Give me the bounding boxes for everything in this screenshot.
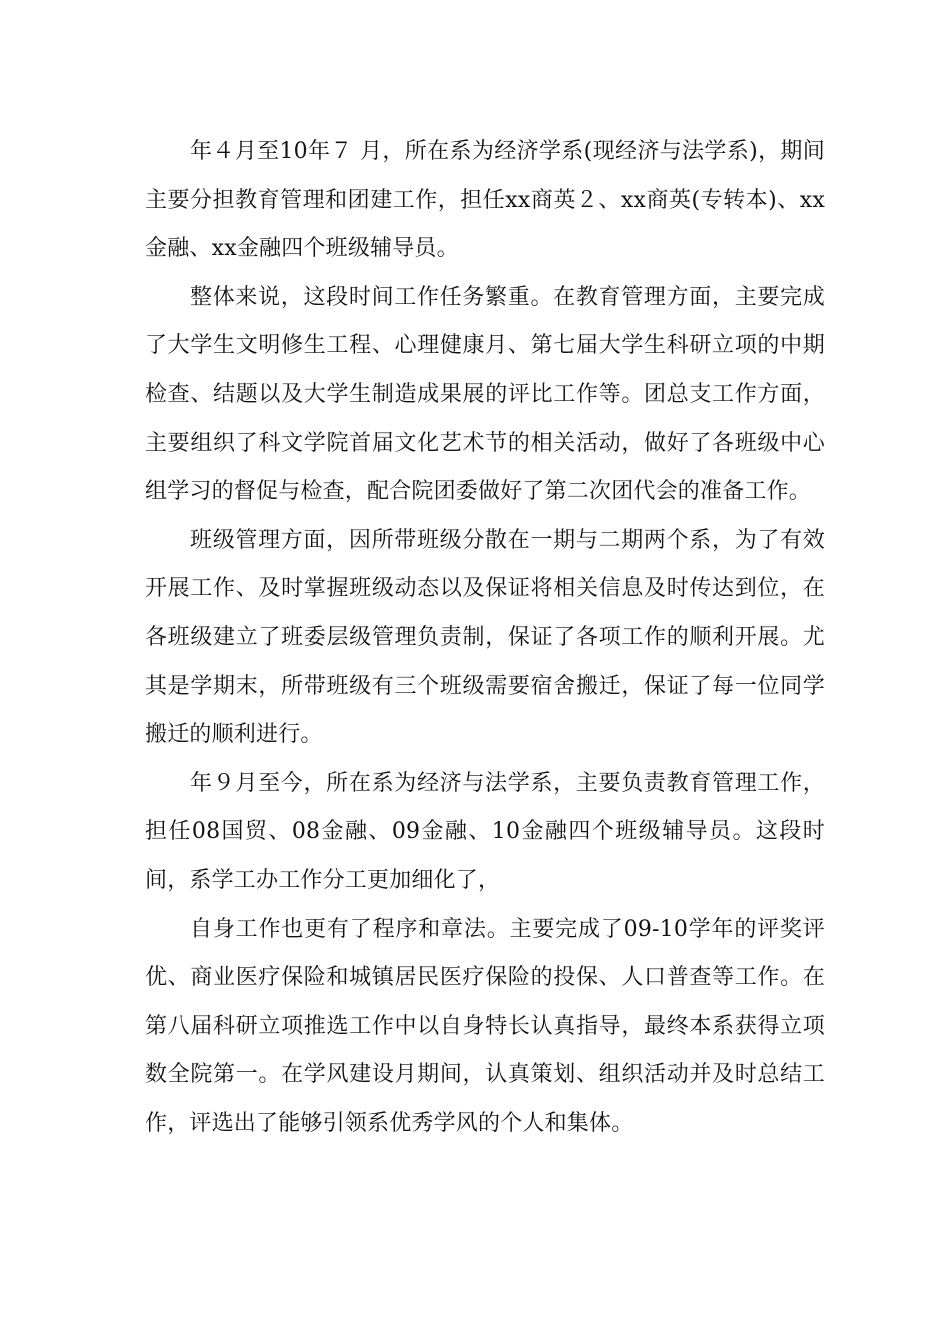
paragraph-1: 年４月至10年７ 月，所在系为经济学系(现经济与法学系)，期间主要分担教育管理和团建工作，担任xx商英２、xx商英(专转本)、xx金融、xx金融四个班级辅导员。 [145, 139, 825, 262]
paragraph-4: 年９月至今，所在系为经济与法学系，主要负责教育管理工作，担任08国贸、08金融、09金融、10金融四个班级辅导员。这段时间，系学工办工作分工更加细化了， [145, 770, 825, 893]
paragraph-2: 整体来说，这段时间工作任务繁重。在教育管理方面，主要完成了大学生文明修生工程、心理健康月、第七届大学生科研立项的中期检查、结题以及大学生制造成果展的评比工作等。团总支工作方面，主要组织了科文学院首届文化艺术节的相关活动，做好了各班级中心组学习的督促与检查，配合院团委做好了第二次团代会的准备工作。 [145, 284, 825, 505]
paragraph-3: 班级管理方面，因所带班级分散在一期与二期两个系，为了有效开展工作、及时掌握班级动态以及保证将相关信息及时传达到位，在各班级建立了班委层级管理负责制，保证了各项工作的顺利开展。尤其是学期末，所带班级有三个班级需要宿舍搬迁，保证了每一位同学搬迁的顺利进行。 [145, 527, 825, 748]
document-body [145, 128, 825, 1148]
paragraph-5: 自身工作也更有了程序和章法。主要完成了09-10学年的评奖评优、商业医疗保险和城镇居民医疗保险的投保、人口普查等工作。在第八届科研立项推选工作中以自身特长认真指导，最终本系获得立项数全院第一。在学风建设月期间，认真策划、组织活动并及时总结工作，评选出了能够引领系优秀学风的个人和集体。 [145, 916, 825, 1136]
